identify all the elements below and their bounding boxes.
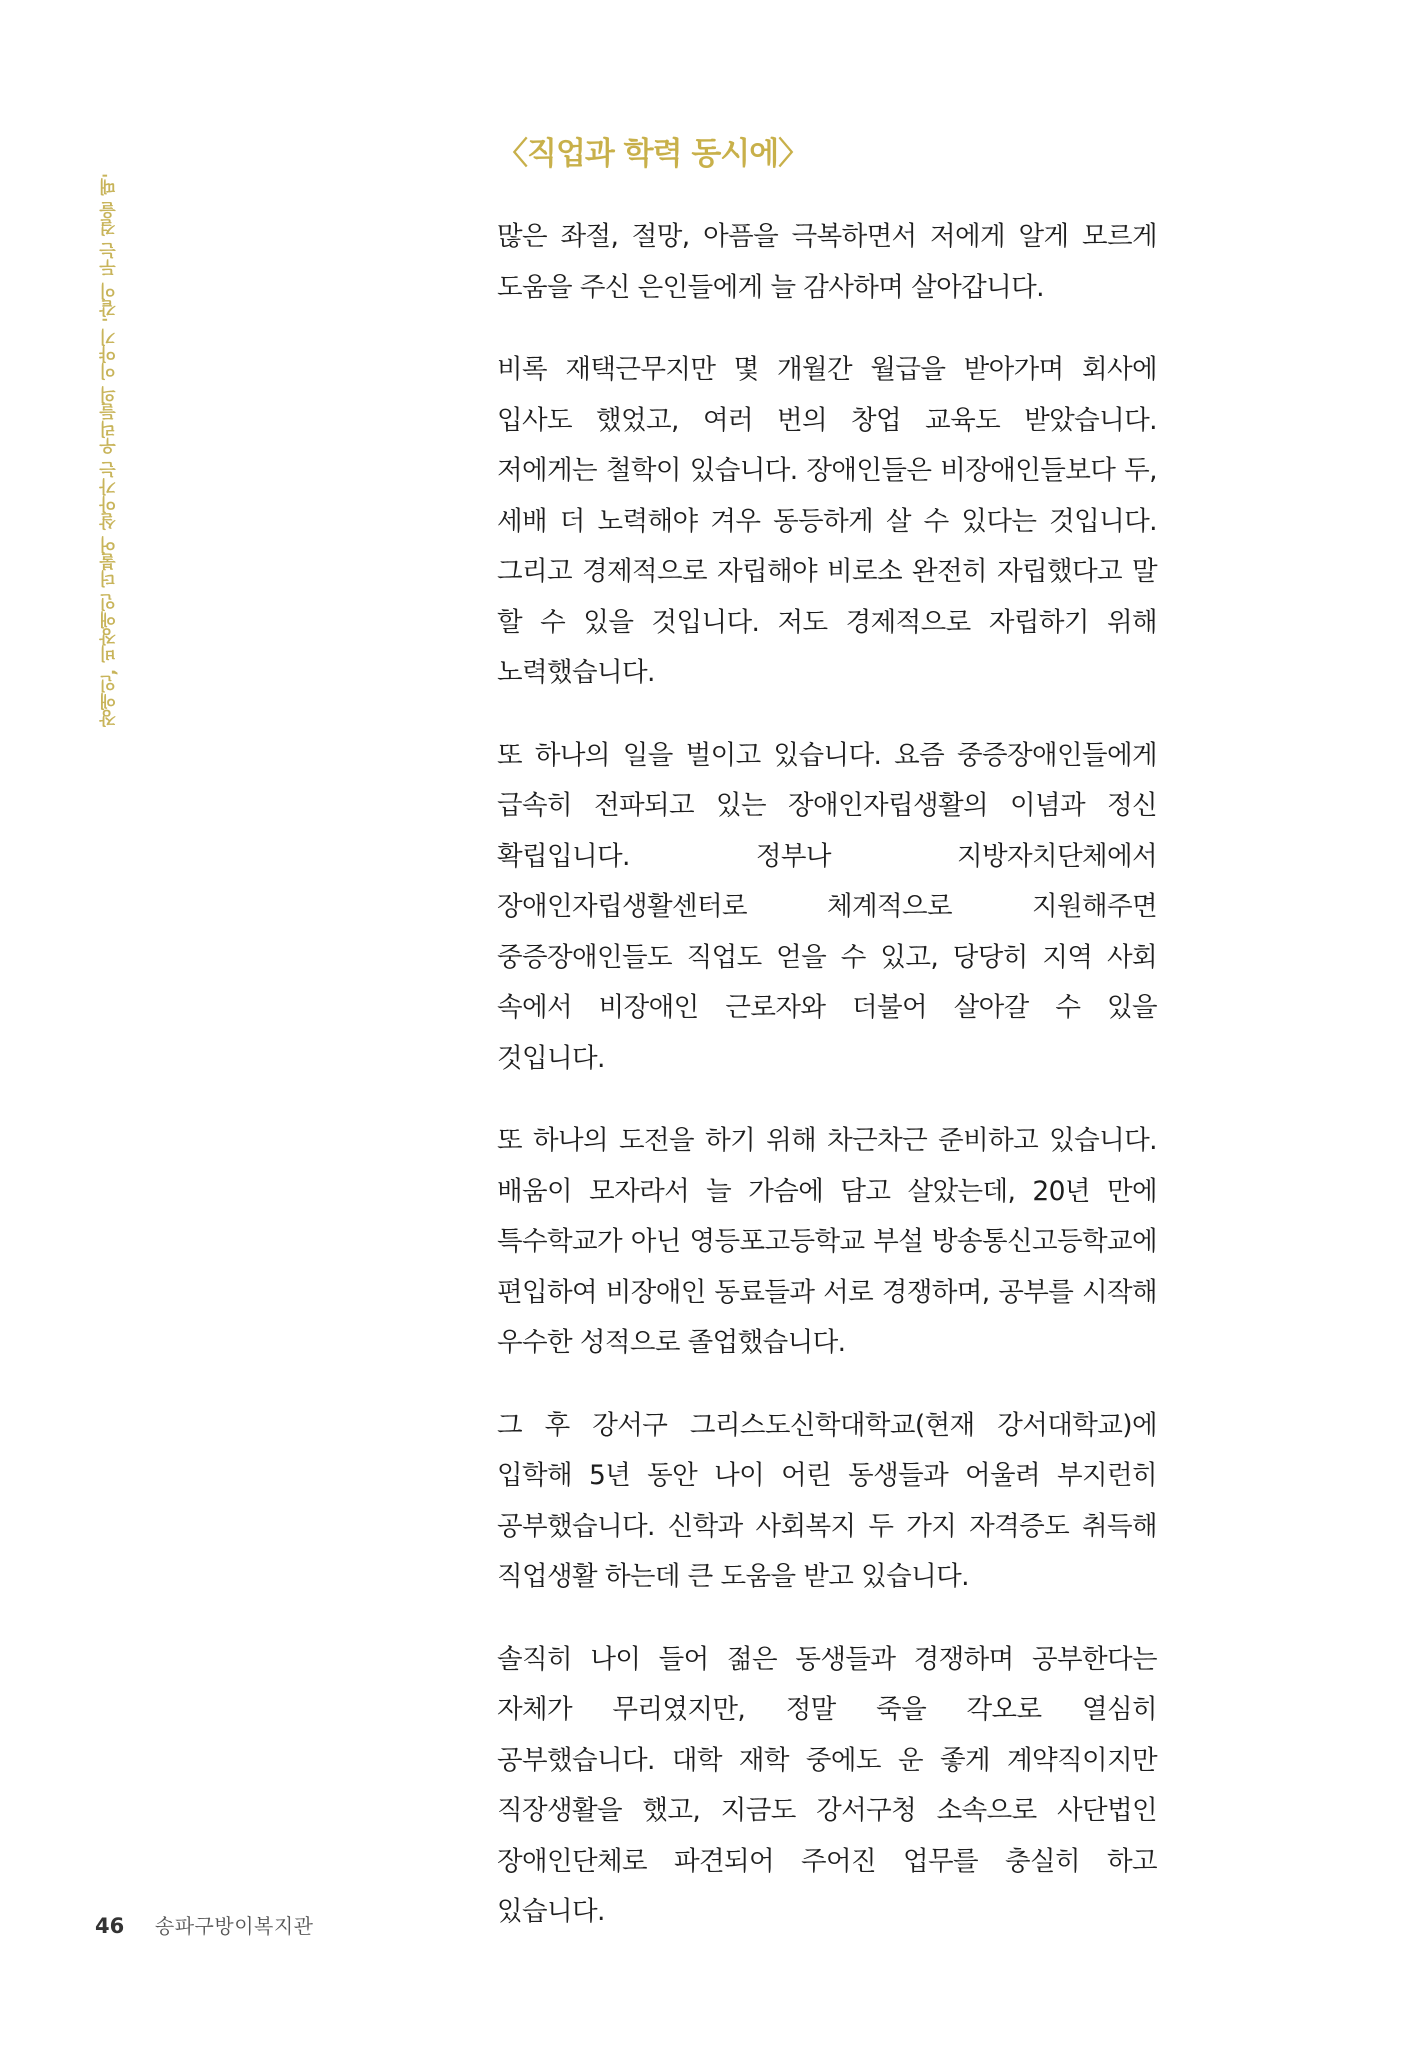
paragraph: 많은 좌절, 절망, 아픔을 극복하면서 저에게 알게 모르게 도움을 주신 은인들에게 늘 감사하며 살아갑니다. [497, 221, 1157, 303]
page-footer [95, 1910, 313, 1939]
paragraph: 그 후 강서구 그리스도신학대학교(현재 강서대학교)에 입학해 5년 동안 나이 어린 동생들과 어울려 부지런히 공부했습니다. 신학과 사회복지 두 가지 자격증도 취득해 직업생활 하는데 큰 도움을 받고 있습니다. [497, 1409, 1157, 1592]
section-heading: 〈직업과 학력 동시에〉 [497, 136, 809, 172]
organization-name: 송파구방이복지관 [154, 1914, 314, 1938]
paragraph: 또 하나의 도전을 하기 위해 차근차근 준비하고 있습니다. 배움이 모자라서 늘 가슴에 담고 살았는데, 20년 만에 특수학교가 아닌 영등포고등학교 부설 방송통신고등학교에 편입하여 비장애인 동료들과 서로 경쟁하며, 공부를 시작해 우수한 성적으로 졸업했습니다. [497, 1125, 1157, 1358]
paragraph: 솔직히 나이 들어 젊은 동생들과 경쟁하며 공부한다는 자체가 무리였지만, 정말 죽을 각오로 열심히 공부했습니다. 대학 재학 중에도 운 좋게 계약직이지만 직장생활을 했고, 지금도 강서구청 소속으로 사단법인 장애인단체로 파견되어 주어진 업무를 충실히 하고 있습니다. [497, 1643, 1157, 1927]
page-number: 46 [95, 1914, 125, 1938]
paragraph: 비록 재택근무지만 몇 개월간 월급을 받아가며 회사에 입사도 했었고, 여러 번의 창업 교육도 받았습니다. 저에게는 철학이 있습니다. 장애인들은 비장애인들보다 두, 세배 더 노력해야 겨우 동등하게 살 수 있다는 것입니다. 그리고 경제적으로 자립해야 비로소 완전히 자립했다고 말 할 수 있을 것입니다. 저도 경제적으로 자립하기 위해 노력했습니다. [497, 354, 1157, 688]
paragraph: 또 하나의 일을 벌이고 있습니다. 요즘 중증장애인들에게 급속히 전파되고 있는 장애인자립생활의 이념과 정신 확립입니다. 정부나 지방자치단체에서 장애인자립생활센터로 체계적으로 지원해주면 중증장애인들도 직업도 얻을 수 있고, 당당히 지역 사회 속에서 비장애인 근로자와 더불어 살아갈 수 있을 것입니다. [497, 739, 1157, 1074]
article-body [497, 132, 1157, 1970]
running-header-vertical: 장애인, 비장애인 더불어 살아가는 우리들의 이야기 '같이 두는 걸을 때' [100, 172, 120, 727]
